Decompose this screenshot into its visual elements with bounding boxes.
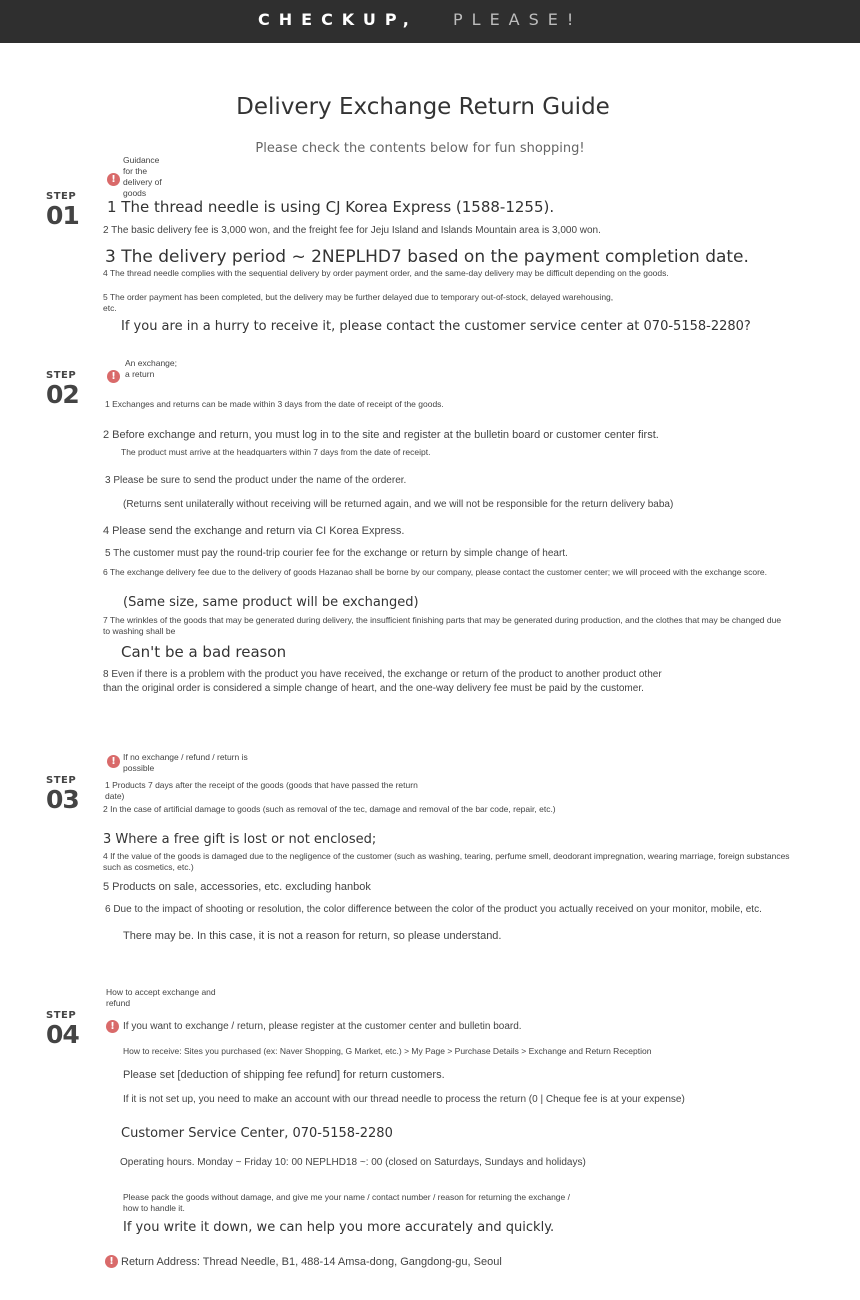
step-label: STEP [46, 191, 77, 202]
step-number: 03 [46, 785, 79, 814]
step-label: STEP [46, 370, 77, 381]
step-02-item: 4 Please send the exchange and return via CI Korea Express. [103, 525, 405, 537]
alert-icon: ! [107, 755, 120, 768]
step-01-heading: Guidance for the delivery of goods [123, 155, 162, 198]
step-label: STEP [46, 775, 77, 786]
step-01-item: 5 The order payment has been completed, but the delivery may be further delayed due to temporary out-of-stock, delayed warehousing, etc. [103, 292, 614, 313]
step-02-item: 3 Please be sure to send the product under the name of the orderer. [105, 475, 407, 486]
step-04-heading: How to accept exchange and refund [106, 987, 216, 1008]
alert-icon: ! [106, 1020, 119, 1033]
step-number: 01 [46, 201, 79, 230]
step-03-item: 3 Where a free gift is lost or not enclosed; [103, 832, 377, 847]
operating-hours: Operating hours. Monday ~ Friday 10: 00 NEPLHD18 ~: 00 (closed on Saturdays, Sundays and holidays) [120, 1157, 586, 1168]
step-03-heading: If no exchange / refund / return is possible [123, 752, 248, 773]
step-04-item: Please pack the goods without damage, and give me your name / contact number / reason for returning the exchange / how to handle it. [123, 1192, 570, 1213]
step-02-heading: An exchange; a return [125, 358, 177, 379]
step-02-item: Can't be a bad reason [121, 643, 287, 661]
step-01-item: 2 The basic delivery fee is 3,000 won, and the freight fee for Jeju Island and Islands Mountain area is 3,000 won. [103, 225, 601, 236]
step-04-item: How to receive: Sites you purchased (ex: Naver Shopping, G Market, etc.) > My Page > Purchase Details > Exchange and Return Reception [123, 1046, 652, 1056]
step-02-item: 1 Exchanges and returns can be made within 3 days from the date of receipt of the goods. [105, 399, 444, 409]
alert-icon: ! [107, 173, 120, 186]
step-04-item: If it is not set up, you need to make an account with our thread needle to process the return (0 | Cheque fee is at your expense) [123, 1094, 685, 1105]
step-02-item: 8 Even if there is a problem with the product you have received, the exchange or return of the product to another product other than the original order is considered a simple change of heart, and the one-way delivery fee must be paid by the customer. [103, 669, 662, 694]
return-address: Return Address: Thread Needle, B1, 488-14 Amsa-dong, Gangdong-gu, Seoul [121, 1256, 502, 1268]
step-03-item: 6 Due to the impact of shooting or resolution, the color difference between the color of the product you actually received on your monitor, mobile, etc. [105, 904, 762, 915]
banner-bold-text: CHECKUP, [258, 10, 418, 29]
step-04-item: If you want to exchange / return, please register at the customer center and bulletin board. [123, 1021, 522, 1032]
step-04-marker [46, 1010, 79, 1048]
step-03-item: 1 Products 7 days after the receipt of the goods (goods that have passed the return date) [105, 780, 418, 801]
customer-service-center: Customer Service Center, 070-5158-2280 [121, 1126, 393, 1141]
step-01-item: 1 The thread needle is using CJ Korea Express (1588-1255). [107, 198, 555, 216]
banner-light-text: PLEASE! [453, 10, 583, 29]
page-subtitle: Please check the contents below for fun shopping! [255, 141, 585, 156]
step-02-item: The product must arrive at the headquarters within 7 days from the date of receipt. [121, 447, 431, 457]
step-02-item: 2 Before exchange and return, you must log in to the site and register at the bulletin board or customer center first. [103, 429, 659, 441]
step-04-item: Please set [deduction of shipping fee refund] for return customers. [123, 1069, 445, 1081]
step-03-marker [46, 775, 79, 813]
step-03-item: 2 In the case of artificial damage to goods (such as removal of the tec, damage and removal of the bar code, repair, etc.) [103, 804, 556, 814]
step-03-item: 5 Products on sale, accessories, etc. excluding hanbok [103, 881, 371, 893]
step-label: STEP [46, 1010, 77, 1021]
step-01-marker [46, 191, 79, 229]
step-number: 02 [46, 380, 79, 409]
step-02-item: 5 The customer must pay the round-trip courier fee for the exchange or return by simple change of heart. [105, 548, 568, 559]
step-02-marker [46, 370, 79, 408]
step-03-item: 4 If the value of the goods is damaged due to the negligence of the customer (such as washing, tearing, perfume smell, deodorant impregnation, wearing marriage, foreign substances such as cosmetics, etc.) [103, 851, 790, 872]
step-02-item: (Returns sent unilaterally without receiving will be returned again, and we will not be responsible for the return delivery baba) [123, 499, 674, 510]
step-04-item: If you write it down, we can help you more accurately and quickly. [123, 1220, 555, 1235]
alert-icon: ! [107, 370, 120, 383]
step-03-item: There may be. In this case, it is not a reason for return, so please understand. [123, 930, 502, 942]
step-01-item: If you are in a hurry to receive it, please contact the customer service center at 070-5158-2280? [121, 319, 751, 334]
step-number: 04 [46, 1020, 79, 1049]
step-01-item: 3 The delivery period ~ 2NEPLHD7 based on the payment completion date. [105, 247, 749, 267]
alert-icon: ! [105, 1255, 118, 1268]
step-01-item: 4 The thread needle complies with the sequential delivery by order payment order, and the same-day delivery may be difficult depending on the goods. [103, 268, 669, 278]
step-02-item: 6 The exchange delivery fee due to the delivery of goods Hazanao shall be borne by our company, please contact the customer center; we will proceed with the exchange score. [103, 567, 768, 577]
step-02-item: (Same size, same product will be exchanged) [123, 595, 419, 610]
page-title: Delivery Exchange Return Guide [236, 94, 610, 120]
top-banner [0, 0, 860, 43]
step-02-item: 7 The wrinkles of the goods that may be generated during delivery, the insufficient finishing parts that may be generated during production, and the clothes that may be changed due to washing shall be [103, 615, 782, 636]
